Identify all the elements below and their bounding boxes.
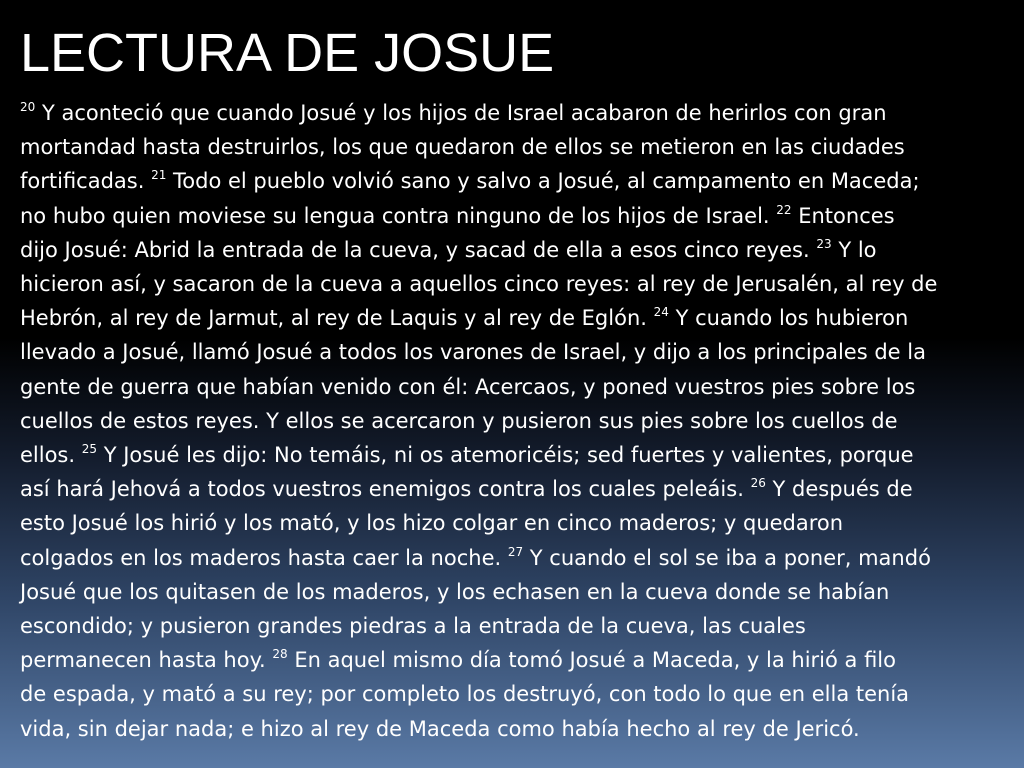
passage-line (20, 164, 1012, 198)
verse-text: Hebrón, al rey de Jarmut, al rey de Laquis y al rey de Eglón. (20, 306, 654, 331)
passage-line (20, 233, 1012, 267)
verse-text: llevado a Josué, llamó Josué a todos los varones de Israel, y dijo a los principales de la (20, 340, 926, 365)
passage-line (20, 370, 1012, 404)
verse-text: esto Josué los hirió y los mató, y los hizo colgar en cinco maderos; y quedaron (20, 511, 844, 536)
passage-line (20, 677, 1012, 711)
passage-line (20, 267, 1012, 301)
passage-line (20, 575, 1012, 609)
passage-line (20, 96, 1012, 130)
verse-text: de espada, y mató a su rey; por completo los destruyó, con todo lo que en ella tenía (20, 682, 910, 707)
verse-number: 21 (151, 168, 167, 183)
verse-text: Y aconteció que cuando Josué y los hijos de Israel acabaron de herirlos con gran (35, 101, 887, 125)
passage-text (20, 96, 1012, 746)
verse-text: fortificadas. (20, 169, 152, 194)
verse-text: hicieron así, y sacaron de la cueva a aquellos cinco reyes: al rey de Jerusalén, al rey de (20, 272, 938, 297)
passage-line (20, 301, 1012, 335)
passage-line (20, 643, 1012, 677)
verse-text: vida, sin dejar nada; e hizo al rey de Maceda como había hecho al rey de Jericó. (20, 716, 860, 741)
slide-title: LECTURA DE JOSUE (20, 23, 555, 83)
verse-text: permanecen hasta hoy. (20, 648, 273, 673)
passage-line (20, 130, 1012, 164)
passage-line (20, 438, 1012, 472)
verse-text: no hubo quien moviese su lengua contra ninguno de los hijos de Israel. (20, 203, 777, 228)
passage-line (20, 506, 1012, 540)
verse-number: 20 (20, 100, 36, 114)
passage-line (20, 712, 1012, 746)
verse-text: dijo Josué: Abrid la entrada de la cueva, y sacad de ella a esos cinco reyes. (20, 237, 817, 262)
verse-number: 23 (816, 236, 832, 251)
verse-text: Todo el pueblo volvió sano y salvo a Josué, al campamento en Maceda; (166, 169, 920, 194)
passage-line (20, 472, 1012, 506)
passage-line (20, 404, 1012, 438)
verse-text: Y lo (831, 237, 877, 262)
verse-number: 27 (507, 544, 524, 559)
verse-text: Y Josué les dijo: No temáis, ni os atemoricéis; sed fuertes y valientes, porque (97, 443, 914, 468)
verse-number: 25 (81, 442, 98, 457)
verse-number: 28 (272, 647, 288, 662)
verse-text: mortandad hasta destruirlos, los que quedaron de ellos se metieron en las ciudades (20, 135, 905, 160)
passage-line (20, 541, 1012, 575)
verse-text: Y cuando el sol se iba a poner, mandó (523, 545, 931, 570)
verse-text: En aquel mismo día tomó Josué a Maceda, y la hirió a filo (287, 648, 896, 673)
verse-number: 26 (750, 476, 766, 491)
verse-text: Josué que los quitasen de los maderos, y los echasen en la cueva donde se habían (20, 579, 890, 604)
verse-text: Y cuando los hubieron (668, 306, 909, 331)
passage-line (20, 335, 1012, 369)
verse-number: 22 (776, 202, 792, 217)
verse-number: 24 (653, 305, 669, 320)
verse-text: así hará Jehová a todos vuestros enemigos contra los cuales peleáis. (20, 477, 751, 502)
verse-text: ellos. (20, 443, 82, 468)
verse-text: escondido; y pusieron grandes piedras a la entrada de la cueva, las cuales (20, 614, 806, 639)
verse-text: gente de guerra que habían venido con él: Acercaos, y poned vuestros pies sobre los (20, 374, 916, 399)
verse-text: Entonces (791, 203, 895, 228)
passage-line (20, 609, 1012, 643)
passage-line (20, 199, 1012, 233)
verse-text: colgados en los maderos hasta caer la noche. (20, 545, 508, 570)
verse-text: Y después de (765, 477, 913, 502)
verse-text: cuellos de estos reyes. Y ellos se acercaron y pusieron sus pies sobre los cuellos de (20, 408, 898, 433)
